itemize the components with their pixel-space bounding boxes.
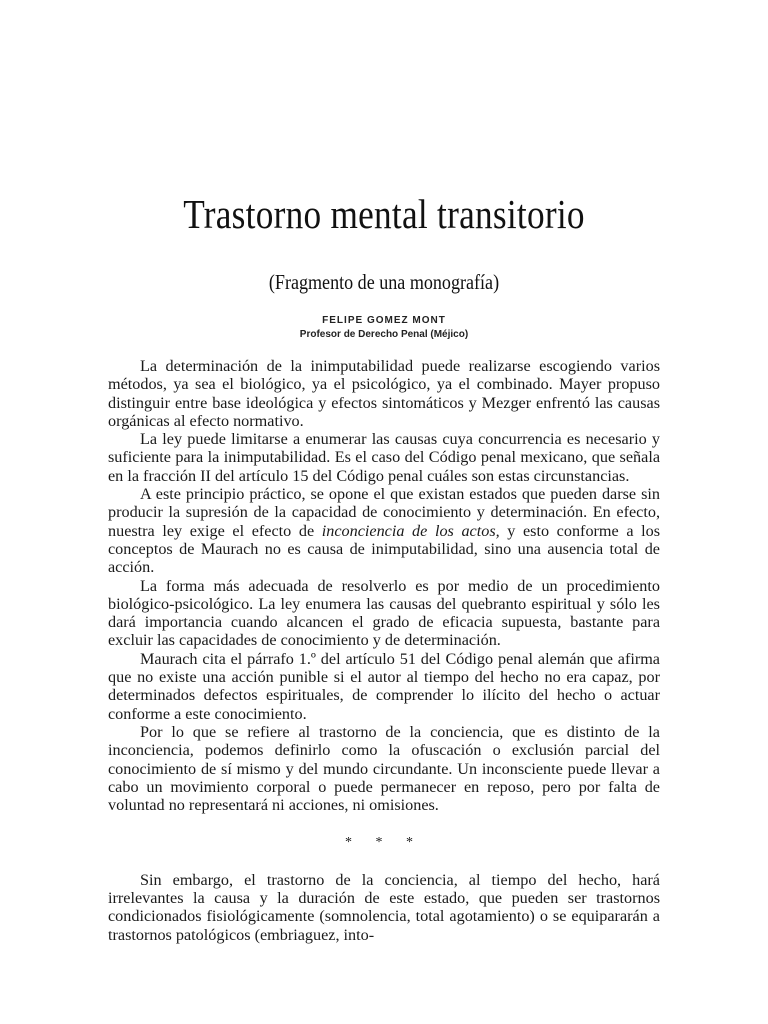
paragraph-1: La determinación de la inimputabilidad puede realizarse escogiendo varios métodos, ya sea el biológico, ya el psicológico, ya el combinado. Mayer propuso distinguir entre base ideológica y efectos sintomáticos y Mezger enfrentó las causas orgánicas al efecto normativo. bbox=[108, 357, 660, 430]
author-name: FELIPE GOMEZ MONT bbox=[322, 315, 446, 326]
paragraph-3 bbox=[108, 485, 660, 576]
paragraph-2: La ley puede limitarse a enumerar las causas cuya concurrencia es necesario y suficiente para la inimputabilidad. Es el caso del Código penal mexicano, que señala en la fracción II del artículo 15 del Código penal cuáles son estas circunstancias. bbox=[108, 430, 660, 485]
article-body bbox=[108, 357, 660, 944]
paragraph-5: Maurach cita el párrafo 1.º del artículo 51 del Código penal alemán que afirma que no existe una acción punible si el autor al tiempo del hecho no era capaz, por determinados defectos espirituales, de comprender lo ilícito del hecho o actuar conforme a este conocimiento. bbox=[108, 649, 660, 723]
paragraph-6: Por lo que se refiere al trastorno de la conciencia, que es distinto de la inconciencia, podemos definirlo como la ofuscación o exclusión parcial del conocimiento de sí mismo y del mundo circundante. Un inconsciente puede llevar a cabo un movimiento corporal o puede permanecer en reposo, pero por falta de voluntad no representará ni acciones, ni omisiones. bbox=[108, 722, 660, 815]
paragraph-3-end: y esto conforme a los conceptos de Maurach no es causa de inimputabilidad, sino una ausencia total de acción. bbox=[108, 521, 661, 577]
paragraph-7: Sin embargo, el trastorno de la conciencia, al tiempo del hecho, hará irrelevantes la causa y la duración de este estado, que pueden ser trastornos condicionados fisiológicamente (somnolencia, total agotamiento) o se equipararán a trastornos patológicos (embriaguez, into- bbox=[108, 870, 660, 944]
article-title: Trastorno mental transitorio bbox=[183, 191, 585, 237]
section-separator: * * * bbox=[345, 835, 423, 851]
paragraph-3-start: A este principio práctico, se opone el que existan estados que pueden darse sin producir la supresión de la capacidad de conocimiento y determinación. En efecto, nuestra ley exige el efecto de bbox=[108, 485, 660, 540]
paragraph-4: La forma más adecuada de resolverlo es por medio de un procedimiento biológico-psicológico. La ley enumera las causas del quebranto espiritual y sólo les dará importancia cuando alcancen el grado de eficacia supuesta, bastante para excluir las capacidades de conocimiento y de determinación. bbox=[108, 576, 660, 650]
paragraph-3-emphasis: inconciencia de los actos, bbox=[321, 521, 500, 540]
author-affiliation: Profesor de Derecho Penal (Méjico) bbox=[299, 329, 469, 340]
article-subtitle: (Fragmento de una monografía) bbox=[268, 270, 500, 294]
